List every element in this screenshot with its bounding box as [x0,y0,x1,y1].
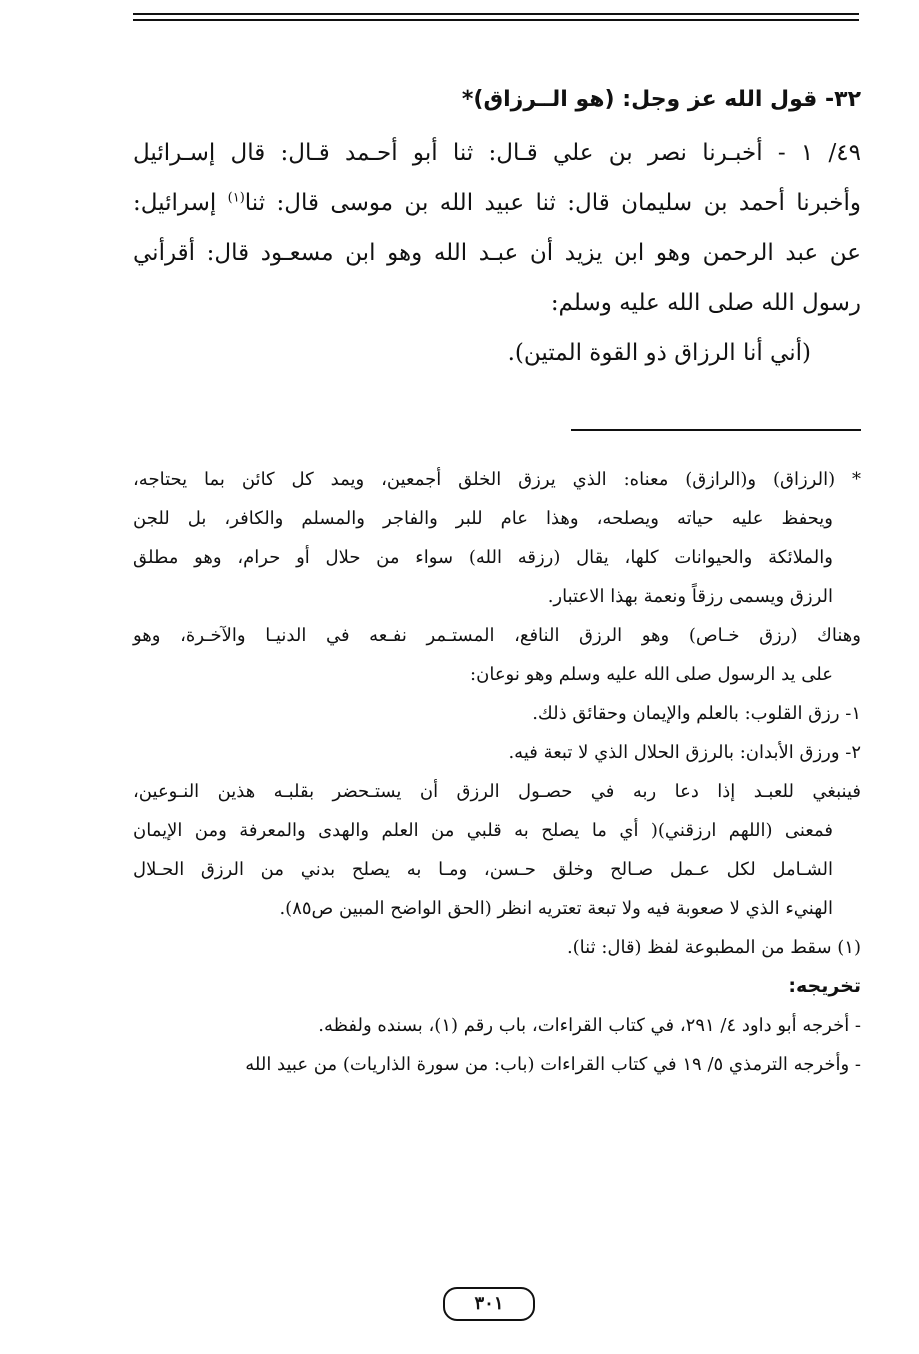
main-line: عن عبد الرحمن وهو ابن يزيد أن عبـد الله وهو ابن مسعـود قال: أقرأني [133,240,861,266]
note-line: ١- رزق القلوب: بالعلم والإيمان وحقائق ذلك. [532,703,861,724]
note-line: ٢- ورزق الأبدان: بالرزق الحلال الذي لا تبعة فيه. [508,742,861,763]
footnote-ref: (١) [227,190,245,206]
note-line: فينبغي للعبـد إذا دعا ربه في حصـول الرزق أن يستـحضر بقلبـه هذين النـوعين، [133,781,861,802]
section-heading: ٣٢- قول الله عز وجل: (هو الــرزاق)* [461,87,861,112]
main-line: رسول الله صلى الله عليه وسلم: [550,290,861,316]
note-line: ويحفظ عليه حياته ويصلحه، وهذا عام للبر والفاجر والمسلم والكافر، بل للجن [133,508,833,529]
footnotes [133,460,861,1084]
takhrij-line: - وأخرجه الترمذي ٥/ ١٩ في كتاب القراءات (باب: من سورة الذاريات) من عبيد الله [245,1054,861,1075]
note-line: وهناك (رزق خـاص) وهو الرزق النافع، المستـمر نفـعه في الدنيـا والآخـرة، وهو [133,625,861,646]
takhrij-title: تخريجه: [788,975,861,997]
main-line: ٤٩/ ١ - أخبـرنا نصر بن علي قـال: ثنا أبو أحـمد قـال: قال إسـرائيل [133,140,861,166]
note-line: فمعنى (اللهم ارزقني)( أي ما يصلح به قلبي من العلم والهدى والمعرفة ومن الإيمان [133,820,833,841]
main-text [133,128,861,378]
takhrij-line: - أخرجه أبو داود ٤/ ٢٩١، في كتاب القراءات، باب رقم (١)، بسنده ولفظه. [318,1015,861,1036]
note-line: الرزق ويسمى رزقاً ونعمة بهذا الاعتبار. [547,586,833,607]
footnote-separator [571,429,861,431]
note-line: الشـامل لكل عـمل صـالح وخلق حـسن، ومـا به يصلح بدني من الرزق الحـلال [133,859,833,880]
header-double-rule [133,13,859,23]
main-line: وأخبرنا أحمد بن سليمان قال: ثنا عبيد الله بن موسى قال: ثنا$^{(١)}$ إسرائيل: [133,190,861,216]
note-line: * (الرزاق) و(الرازق) معناه: الذي يرزق الخلق أجمعين، ويمد كل كائن بما يحتاجه، [133,469,861,490]
footnote-1: (١) سقط من المطبوعة لفظ (قال: ثنا). [566,937,861,958]
page-number: ٣٠١ [443,1287,535,1321]
note-line: الهنيء الذي لا صعوبة فيه ولا تبعة تعتريه انظر (الحق الواضح المبين ص٨٥). [279,898,833,919]
note-line: والملائكة والحيوانات كلها، يقال (رزقه الله) سواء من حلال أو حرام، وهو مطلق [133,547,833,568]
note-line: على يد الرسول صلى الله عليه وسلم وهو نوعان: [470,664,833,685]
quoted-verse: (أني أنا الرزاق ذو القوة المتين). [507,340,811,366]
